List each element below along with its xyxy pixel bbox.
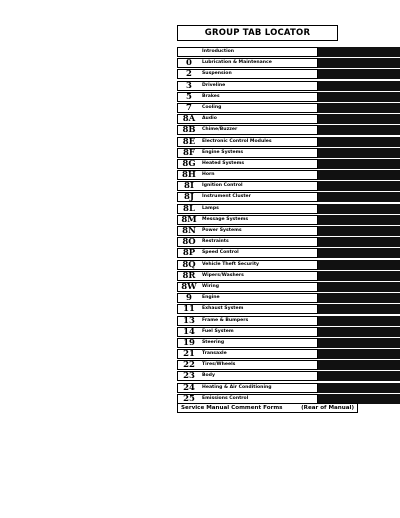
tab-row[interactable] bbox=[177, 81, 400, 91]
section-label: Frame & Bumpers bbox=[202, 317, 249, 323]
section-code: 9 bbox=[186, 293, 192, 304]
tab-row-cell bbox=[177, 237, 318, 247]
section-code: 7 bbox=[186, 102, 192, 113]
black-tab-marker[interactable] bbox=[318, 125, 400, 135]
tab-row-cell bbox=[177, 304, 318, 314]
tab-row-cell bbox=[177, 69, 318, 79]
section-label: Wiring bbox=[202, 283, 220, 289]
tab-row[interactable] bbox=[177, 226, 400, 236]
section-label: Audio bbox=[202, 116, 217, 122]
section-code: 22 bbox=[183, 360, 195, 371]
tab-row-cell bbox=[177, 248, 318, 258]
tab-row-cell bbox=[177, 260, 318, 270]
section-code: 14 bbox=[183, 326, 195, 337]
section-label: Cooling bbox=[202, 104, 222, 110]
tab-row[interactable] bbox=[177, 349, 400, 359]
tab-row-cell bbox=[177, 148, 318, 158]
tab-row[interactable] bbox=[177, 327, 400, 337]
black-tab-marker[interactable] bbox=[318, 338, 400, 348]
tab-row-cell bbox=[177, 215, 318, 225]
black-tab-marker[interactable] bbox=[318, 260, 400, 270]
tab-row-cell bbox=[177, 316, 318, 326]
tab-row[interactable] bbox=[177, 58, 400, 68]
tab-row-cell bbox=[177, 360, 318, 370]
tab-row-cell bbox=[177, 125, 318, 135]
section-label: Fuel System bbox=[202, 328, 234, 334]
tab-row[interactable] bbox=[177, 360, 400, 370]
section-label: Steering bbox=[202, 339, 225, 345]
section-label: Body bbox=[202, 373, 215, 379]
section-code: 8B bbox=[182, 125, 196, 136]
tab-row-cell bbox=[177, 371, 318, 381]
section-code: 8P bbox=[182, 248, 196, 259]
comment-forms-label: Service Manual Comment Forms bbox=[181, 405, 283, 411]
black-tab-marker[interactable] bbox=[318, 137, 400, 147]
section-label: Chime/Buzzer bbox=[202, 127, 238, 133]
section-label: Restraints bbox=[202, 239, 229, 245]
tab-row-cell bbox=[177, 349, 318, 359]
page-title: GROUP TAB LOCATOR bbox=[204, 28, 311, 38]
section-code: 19 bbox=[183, 337, 195, 348]
tab-row[interactable] bbox=[177, 260, 400, 270]
tab-row[interactable] bbox=[177, 92, 400, 102]
black-tab-marker[interactable] bbox=[318, 248, 400, 258]
black-tab-marker[interactable] bbox=[318, 181, 400, 191]
section-code: 24 bbox=[183, 382, 195, 393]
tab-row[interactable] bbox=[177, 237, 400, 247]
black-tab-marker[interactable] bbox=[318, 327, 400, 337]
tab-row-cell bbox=[177, 271, 318, 281]
section-label: Introduction bbox=[202, 49, 235, 54]
black-tab-marker[interactable] bbox=[318, 204, 400, 214]
section-label: Suspension bbox=[202, 71, 232, 77]
tab-row-cell bbox=[177, 192, 318, 202]
black-tab-marker[interactable] bbox=[318, 271, 400, 281]
comment-forms-note: (Rear of Manual) bbox=[301, 405, 354, 411]
black-tab-marker[interactable] bbox=[318, 316, 400, 326]
tab-row-cell bbox=[177, 181, 318, 191]
section-label: Tires/Wheels bbox=[202, 362, 236, 368]
black-tab-marker[interactable] bbox=[318, 282, 400, 292]
black-tab-marker[interactable] bbox=[318, 170, 400, 180]
section-label: Speed Control bbox=[202, 250, 239, 256]
section-label: Lubrication & Maintenance bbox=[202, 60, 272, 66]
tab-row-cell bbox=[177, 282, 318, 292]
tab-row[interactable] bbox=[177, 159, 400, 169]
section-label: Power Systems bbox=[202, 228, 242, 233]
black-tab-marker[interactable] bbox=[318, 58, 400, 68]
section-label: Brakes bbox=[202, 93, 220, 99]
tab-row-cell bbox=[177, 114, 318, 124]
section-code: 8E bbox=[182, 136, 196, 147]
tab-row[interactable] bbox=[177, 215, 400, 225]
section-code: 13 bbox=[183, 315, 195, 326]
section-label: Lamps bbox=[202, 205, 219, 211]
section-label: Heated Systems bbox=[202, 160, 245, 166]
black-tab-marker[interactable] bbox=[318, 349, 400, 359]
section-code: 8F bbox=[183, 147, 195, 158]
tab-row-cell bbox=[177, 226, 318, 236]
section-code: 5 bbox=[186, 91, 192, 102]
tab-row[interactable] bbox=[177, 69, 400, 79]
black-tab-marker[interactable] bbox=[318, 103, 400, 113]
tab-row[interactable] bbox=[177, 316, 400, 326]
section-code: 0 bbox=[186, 58, 192, 69]
tab-row-cell bbox=[177, 383, 318, 393]
section-label: Vehicle Theft Security bbox=[202, 261, 260, 267]
section-code: 8L bbox=[183, 203, 195, 214]
section-code: 8J bbox=[184, 192, 194, 203]
section-label: Exhaust System bbox=[202, 306, 244, 312]
section-label: Transaxle bbox=[202, 351, 227, 357]
section-code: 8W bbox=[181, 281, 197, 292]
section-label: Ignition Control bbox=[202, 183, 243, 189]
section-code: 3 bbox=[186, 80, 192, 91]
section-code: 11 bbox=[183, 304, 195, 315]
black-tab-marker[interactable] bbox=[318, 383, 400, 393]
tab-row[interactable] bbox=[177, 137, 400, 147]
tab-row[interactable] bbox=[177, 114, 400, 124]
section-code: 25 bbox=[183, 393, 195, 404]
section-code: 21 bbox=[183, 349, 195, 360]
section-code: 8Q bbox=[182, 259, 196, 270]
tab-row[interactable] bbox=[177, 125, 400, 135]
section-label: Engine Systems bbox=[202, 149, 244, 155]
tab-row-cell bbox=[177, 159, 318, 169]
tab-row-cell bbox=[177, 47, 318, 57]
section-label: Heating & Air Conditioning bbox=[202, 384, 272, 390]
tab-row[interactable] bbox=[177, 338, 400, 348]
section-code: 2 bbox=[186, 69, 192, 80]
tab-row[interactable] bbox=[177, 170, 400, 180]
section-label: Emissions Control bbox=[202, 395, 249, 401]
section-code: 8G bbox=[182, 158, 196, 169]
tab-row[interactable] bbox=[177, 271, 400, 281]
tab-row-cell bbox=[177, 293, 318, 303]
section-label: Horn bbox=[202, 172, 215, 178]
section-code: 8I bbox=[184, 181, 194, 192]
section-code: 8M bbox=[181, 214, 197, 225]
black-tab-marker[interactable] bbox=[318, 69, 400, 79]
section-label: Driveline bbox=[202, 82, 226, 88]
section-code: 23 bbox=[183, 371, 195, 382]
tab-row-cell bbox=[177, 170, 318, 180]
tab-row[interactable] bbox=[177, 293, 400, 303]
tab-row[interactable] bbox=[177, 304, 400, 314]
black-tab-marker[interactable] bbox=[318, 47, 400, 57]
tab-row[interactable] bbox=[177, 371, 400, 381]
tab-row[interactable] bbox=[177, 383, 400, 393]
black-tab-marker[interactable] bbox=[318, 226, 400, 236]
section-label: Instrument Cluster bbox=[202, 194, 251, 200]
tab-row-cell bbox=[177, 204, 318, 214]
black-tab-marker[interactable] bbox=[318, 114, 400, 124]
section-label: Electronic Control Modules bbox=[202, 138, 272, 144]
section-label: Message Systems bbox=[202, 216, 249, 222]
tab-row-cell bbox=[177, 103, 318, 113]
black-tab-marker[interactable] bbox=[318, 293, 400, 303]
black-tab-marker[interactable] bbox=[318, 81, 400, 91]
section-label: Engine bbox=[202, 295, 220, 301]
tab-row-cell bbox=[177, 58, 318, 68]
tab-row[interactable] bbox=[177, 103, 400, 113]
tab-locator-list bbox=[177, 47, 400, 405]
tab-row-cell bbox=[177, 92, 318, 102]
black-tab-marker[interactable] bbox=[318, 237, 400, 247]
group-tab-locator-title bbox=[177, 25, 338, 41]
tab-row[interactable] bbox=[177, 282, 400, 292]
section-label: Wipers/Washers bbox=[202, 272, 244, 278]
black-tab-marker[interactable] bbox=[318, 92, 400, 102]
tab-row[interactable] bbox=[177, 47, 400, 57]
section-code: 8N bbox=[182, 226, 196, 236]
section-code: 8O bbox=[182, 237, 196, 248]
black-tab-marker[interactable] bbox=[318, 304, 400, 314]
black-tab-marker[interactable] bbox=[318, 192, 400, 202]
black-tab-marker[interactable] bbox=[318, 371, 400, 381]
black-tab-marker[interactable] bbox=[318, 360, 400, 370]
tab-row-cell bbox=[177, 81, 318, 91]
section-code: 8A bbox=[182, 114, 196, 125]
tab-row[interactable] bbox=[177, 192, 400, 202]
tab-row-cell bbox=[177, 338, 318, 348]
black-tab-marker[interactable] bbox=[318, 215, 400, 225]
black-tab-marker[interactable] bbox=[318, 148, 400, 158]
tab-row-cell bbox=[177, 327, 318, 337]
tab-row-cell bbox=[177, 137, 318, 147]
black-tab-marker[interactable] bbox=[318, 159, 400, 169]
section-code: 8R bbox=[182, 270, 196, 281]
section-code: 8H bbox=[182, 170, 196, 181]
tab-row[interactable] bbox=[177, 181, 400, 191]
tab-row[interactable] bbox=[177, 148, 400, 158]
tab-row[interactable] bbox=[177, 248, 400, 258]
tab-row[interactable] bbox=[177, 204, 400, 214]
comment-forms-row[interactable] bbox=[177, 403, 358, 413]
